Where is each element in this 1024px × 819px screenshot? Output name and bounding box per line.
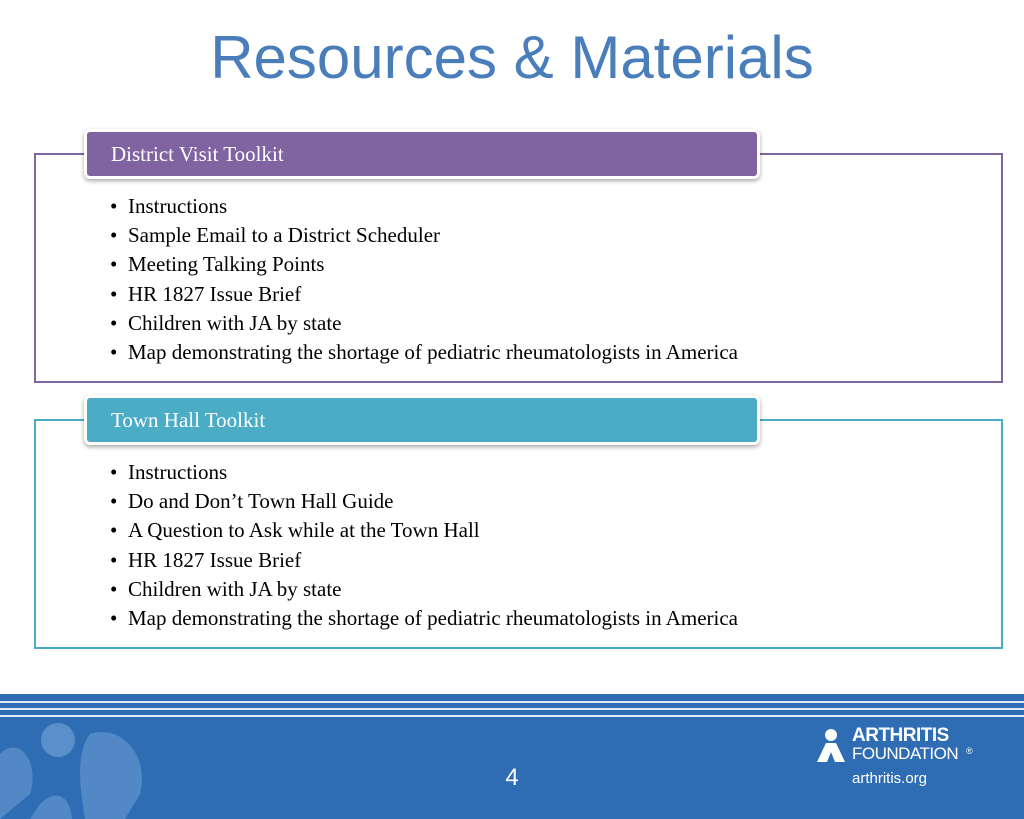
list-item: • Children with JA by state: [110, 575, 738, 604]
town-hall-toolkit-header: Town Hall Toolkit: [84, 395, 760, 445]
list-item: • Instructions: [110, 458, 738, 487]
logo-url: arthritis.org: [852, 770, 928, 787]
list-item: • Sample Email to a District Scheduler: [110, 221, 738, 250]
slide-footer: [0, 694, 1024, 819]
list-item: • HR 1827 Issue Brief: [110, 546, 738, 575]
decorative-figure-icon: [0, 694, 170, 819]
list-item: • HR 1827 Issue Brief: [110, 280, 738, 309]
logo-line-2: FOUNDATION: [852, 744, 959, 763]
list-item: • Instructions: [110, 192, 738, 221]
arthritis-foundation-logo-icon: [814, 728, 848, 764]
slide-title: Resources & Materials: [210, 24, 814, 91]
list-item: • A Question to Ask while at the Town Hall: [110, 516, 738, 545]
list-item: • Meeting Talking Points: [110, 250, 738, 279]
list-item: • Do and Don’t Town Hall Guide: [110, 487, 738, 516]
page-number: 4: [505, 764, 519, 791]
arthritis-foundation-logo: [814, 726, 984, 796]
list-item: • Map demonstrating the shortage of pediatric rheumatologists in America: [110, 338, 738, 367]
list-item: • Map demonstrating the shortage of pediatric rheumatologists in America: [110, 604, 738, 633]
town-hall-toolkit-list: [110, 458, 738, 633]
logo-line-1: ARTHRITIS: [852, 725, 949, 746]
district-visit-toolkit-header: District Visit Toolkit: [84, 129, 760, 179]
district-visit-toolkit-list: [110, 192, 738, 367]
list-item: • Children with JA by state: [110, 309, 738, 338]
registered-mark: ®: [966, 746, 973, 756]
